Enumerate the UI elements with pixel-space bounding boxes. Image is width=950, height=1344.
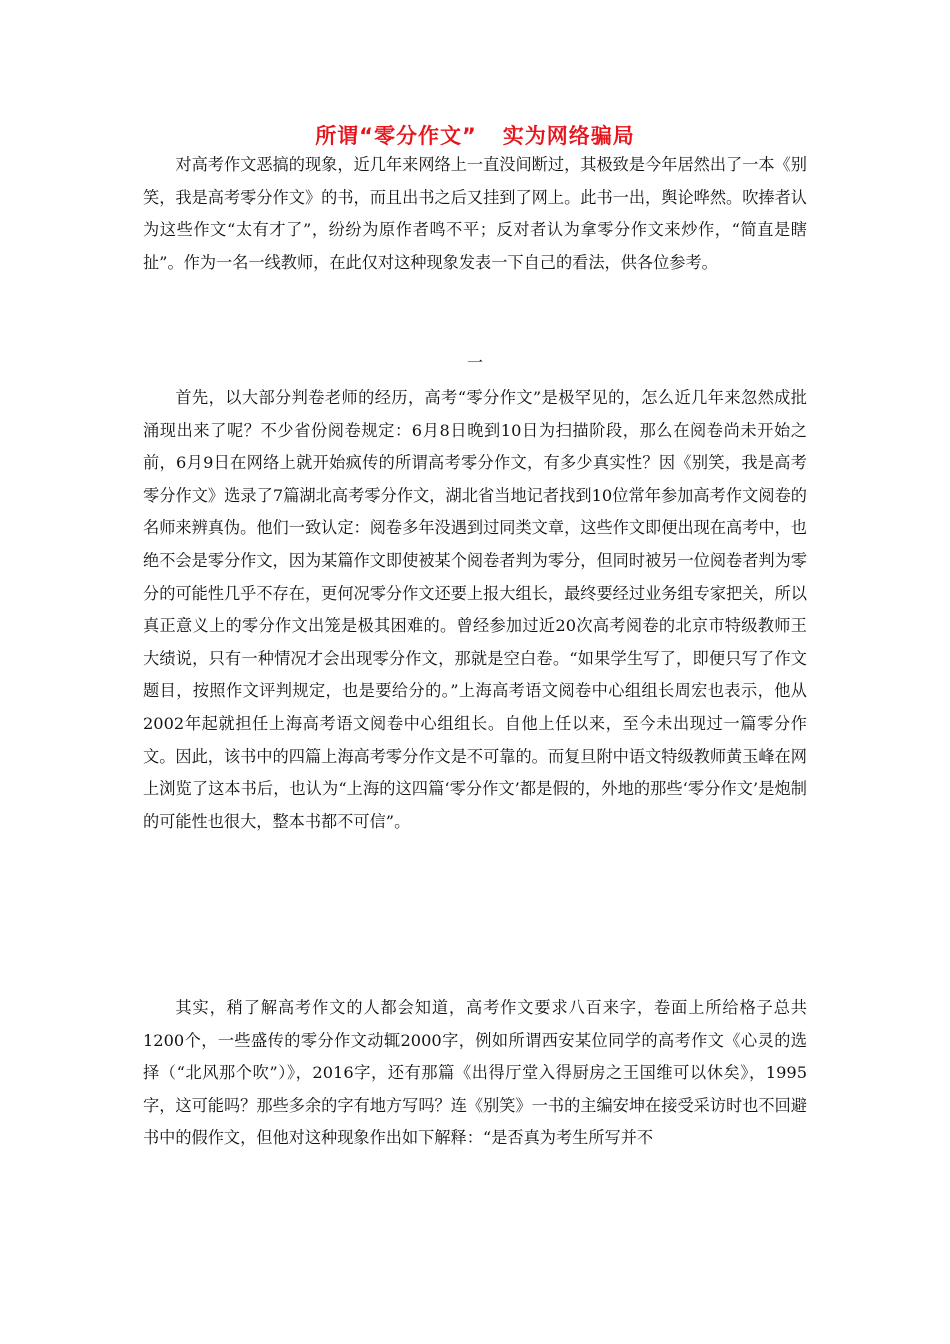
title-part-2: 实为网络骗局 [502,124,635,148]
section-number: 一 [466,353,483,372]
intro-section [143,149,807,279]
body-section-1 [143,382,807,838]
body-paragraph-1: 首先，以大部分判卷老师的经历，高考“零分作文”是极罕见的，怎么近几年来忽然成批涌现出来了呢？不少省份阅卷规定：6月8日晚到10日为扫描阶段，那么在阅卷尚未开始之前，6月9日在网络上就开始疯传的所谓高考零分作文，有多少真实性？因《别笑，我是高考零分作文》选录了7篇湖北高考零分作文，湖北省当地记者找到10位常年参加高考作文阅卷的名师来辨真伪。他们一致认定：阅卷多年没遇到过同类文章，这些作文即便出现在高考中，也绝不会是零分作文，因为某篇作文即使被某个阅卷者判为零分，但同时被另一位阅卷者判为零分的可能性几乎不存在，更何况零分作文还要上报大组长，最终要经过业务组专家把关，所以真正意义上的零分作文出笼是极其困难的。曾经参加过近20次高考阅卷的北京市特级教师王大绩说，只有一种情况才会出现零分作文，那就是空白卷。“如果学生写了，即便只写了作文题目，按照作文评判规定，也是要给分的。”上海高考语文阅卷中心组组长周宏也表示，他从2002年起就担任上海高考语文阅卷中心组组长。自他上任以来，至今未出现过一篇零分作文。因此，该书中的四篇上海高考零分作文是不可靠的。而复旦附中语文特级教师黄玉峰在网上浏览了这本书后，也认为“上海的这四篇‘零分作文’都是假的，外地的那些‘零分作文’是炮制的可能性也很大，整本书都不可信”。 [143,388,807,831]
intro-paragraph: 对高考作文恶搞的现象，近几年来网络上一直没间断过，其极致是今年居然出了一本《别笑，我是高考零分作文》的书，而且出书之后又挂到了网上。此书一出，舆论哗然。吹捧者认为这些作文“太有才了”，纷纷为原作者鸣不平；反对者认为拿零分作文来炒作，“简直是瞎扯”。作为一名一线教师，在此仅对这种现象发表一下自己的看法，供各位参考。 [143,155,807,272]
body-section-2 [143,992,807,1155]
title-part-1: 所谓“零分作文” [315,124,477,148]
body-paragraph-2: 其实，稍了解高考作文的人都会知道，高考作文要求八百来字，卷面上所给格子总共1200个，一些盛传的零分作文动辄2000字，例如所谓西安某位同学的高考作文《心灵的选择（“北风那个吹”）》，2016字，还有那篇《出得厅堂入得厨房之王国维可以休矣》，1995字，这可能吗？那些多余的字有地方写吗？连《别笑》一书的主编安坤在接受采访时也不回避书中的假作文，但他对这种现象作出如下解释：“是否真为考生所写并不 [143,998,807,1148]
document-title [0,120,950,152]
